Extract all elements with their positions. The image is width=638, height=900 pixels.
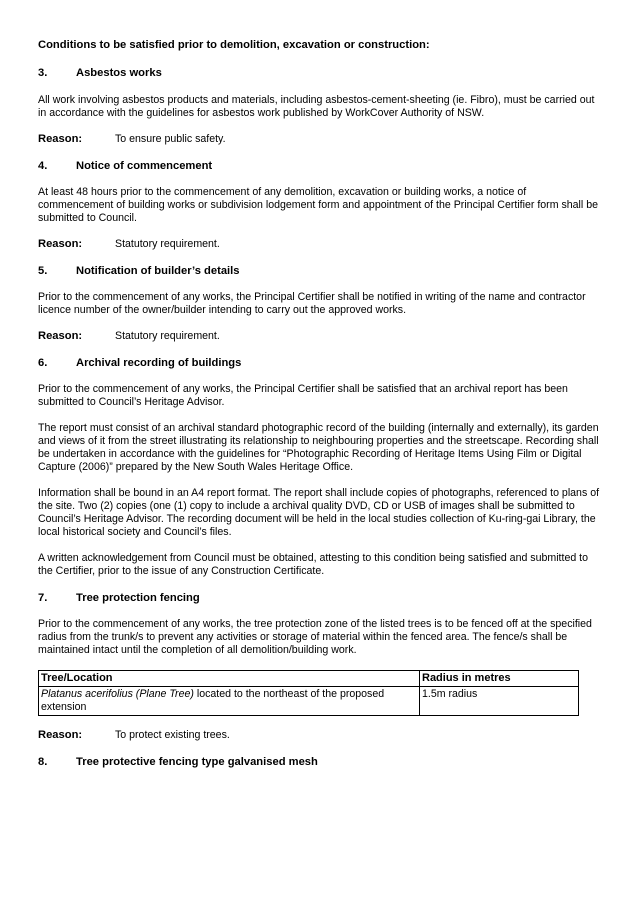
section-5-heading <box>38 264 600 278</box>
section-title: Asbestos works <box>76 67 162 79</box>
section-6-paragraph-1: Prior to the commencement of any works, the Principal Certifier shall be satisfied that an archival report has been submitted to Council’s Heritage Advisor. <box>38 383 568 408</box>
reason-text: Statutory requirement. <box>115 330 220 342</box>
reason-text: Statutory requirement. <box>115 238 220 250</box>
section-7-reason <box>38 729 600 742</box>
section-number: 7. <box>38 592 48 604</box>
section-3-paragraph: All work involving asbestos products and materials, including asbestos-cement-sheeting (ie. Fibro), must be carried out in accordance with the guidelines for asbestos work published by WorkCover Authority of NSW. <box>38 94 595 119</box>
section-title: Notification of builder’s details <box>76 265 240 277</box>
section-title: Notice of commencement <box>76 160 213 172</box>
section-3-reason <box>38 133 600 146</box>
section-7-heading <box>38 591 600 605</box>
table-row <box>39 687 579 716</box>
section-title: Tree protection fencing <box>76 592 200 604</box>
tree-protection-table <box>38 670 579 716</box>
section-6-paragraph-4: A written acknowledgement from Council must be obtained, attesting to this condition being satisfied and submitted to the Certifier, prior to the issue of any Construction Certificate. <box>38 552 589 577</box>
reason-label: Reason: <box>38 330 83 342</box>
reason-label: Reason: <box>38 729 83 741</box>
reason-label: Reason: <box>38 133 83 145</box>
section-5-paragraph: Prior to the commencement of any works, the Principal Certifier shall be notified in writing of the name and contractor licence number of the owner/builder intending to carry out the approved works. <box>38 291 586 316</box>
section-5-reason <box>38 330 600 343</box>
reason-text: To ensure public safety. <box>115 133 226 145</box>
tree-location-text: located to the northeast of the proposed extension <box>41 688 385 713</box>
section-3-heading <box>38 66 600 80</box>
section-6-heading <box>38 356 600 370</box>
section-4-reason <box>38 238 600 251</box>
reason-text: To protect existing trees. <box>115 729 230 741</box>
section-title: Tree protective fencing type galvanised mesh <box>76 756 318 768</box>
tree-species: Platanus acerifolius (Plane Tree) <box>41 688 194 700</box>
section-6-paragraph-3: Information shall be bound in an A4 report format. The report shall include copies of photographs, referenced to plans of the site. Two (2) copies (one (1) copy to include a archival quality DVD, CD or USB of images shall be submitted to Council’s Heritage Advisor. The recording document will be held in the local studies collection of Ku-ring-gai Library, the local historical society and Council’s files. <box>38 487 600 538</box>
radius-cell: 1.5m radius <box>420 687 579 716</box>
section-4-paragraph: At least 48 hours prior to the commencement of any demolition, excavation or building works, a notice of commencement of building works or subdivision lodgement form and appointment of the Principal Certifier form shall be submitted to Council. <box>38 186 598 224</box>
tree-location-cell <box>39 687 420 716</box>
section-number: 4. <box>38 160 48 172</box>
section-title: Archival recording of buildings <box>76 357 242 369</box>
column-header-radius: Radius in metres <box>420 671 579 687</box>
section-8-heading <box>38 755 600 769</box>
section-7-paragraph: Prior to the commencement of any works, the tree protection zone of the listed trees is to be fenced off at the specified radius from the trunk/s to prevent any activities or storage of material within the fenced area. The fence/s shall be maintained intact until the completion of all demolition/building work. <box>38 618 592 656</box>
conditions-heading: Conditions to be satisfied prior to demolition, excavation or construction: <box>38 39 430 51</box>
section-4-heading <box>38 159 600 173</box>
section-6-paragraph-2: The report must consist of an archival standard photographic record of the building (internally and externally), its garden and views of it from the street illustrating its relationship to neighbouring properties and the streetscape. Recording shall be undertaken in accordance with the guidelines for “Photographic Recording of Heritage Items Using Film or Digital Capture (2006)” prepared by the New South Wales Heritage Office. <box>38 422 599 473</box>
document-page <box>38 38 600 769</box>
column-header-tree-location: Tree/Location <box>39 671 420 687</box>
section-number: 8. <box>38 756 48 768</box>
section-number: 6. <box>38 357 48 369</box>
section-number: 3. <box>38 67 48 79</box>
table-header-row <box>39 671 579 687</box>
reason-label: Reason: <box>38 238 83 250</box>
section-number: 5. <box>38 265 48 277</box>
